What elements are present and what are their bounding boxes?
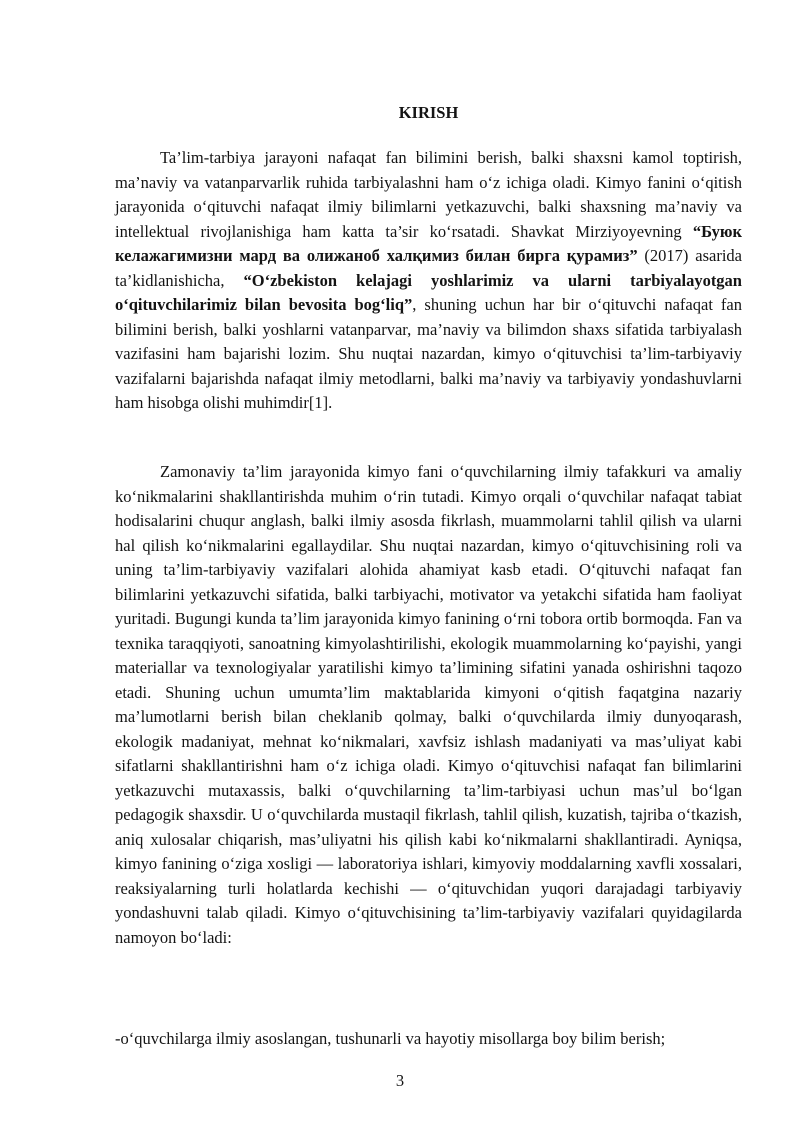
section-title: KIRISH — [398, 103, 459, 122]
paragraph-text-part: , shuning uchun har bir o‘qituvchi nafaqat fan bilimini berish, balki yoshlarni vatanparvar, ma’naviy va bilimdon shaxs sifatida tarbiyalash vazifasini ham bajarishi lozim. Shu nuqtai nazardan, kimyo o‘qituvchisi ta’lim-tarbiyaviy vazifalarni bajarishda nafaqat ilmiy metodlarni, balki ma’naviy va tarbiyaviy yondashuvlarni ham hisobga olishi muhimdir[1]. — [115, 295, 742, 412]
paragraph-text-part: (2017) asarida ta’kidlanishicha, — [115, 246, 742, 290]
main-paragraph: Zamonaviy ta’lim jarayonida kimyo fani o‘quvchilarning ilmiy tafakkuri va amaliy ko‘nikmalarini shakllantirishda muhim o‘rin tutadi. Kimyo orqali o‘quvchilar nafaqat tabiat hodisalarini chuqur anglash, balki ilmiy asosda fikrlash, muammolarni tahlil qilish va ularni hal qilish ko‘nikmalarini egallaydilar. Shu nuqtai nazardan, kimyo o‘qituvchisining roli va uning ta’lim-tarbiyaviy vazifalari alohida ahamiyat kasb etadi. O‘qituvchi nafaqat fan bilimlarini yetkazuvchi sifatida, balki tarbiyachi, motivator va yetakchi sifatida ham faoliyat yuritadi. Bugungi kunda ta’lim jarayonida kimyo fanining o‘rni tobora ortib bormoqda. Fan va texnika taraqqiyoti, sanoatning kimyolashtirilishi, ekologik muammolarning ko‘payishi, yangi materiallar va texnologiyalar yaratilishi kimyo ta’limining sifatini yanada oshirishni taqozo etadi. Shuning uchun umumta’lim maktablarida kimyoni o‘qitish faqatgina nazariy ma’lumotlarni berish bilan cheklanib qolmay, balki o‘quvchilarda ilmiy dunyoqarash, ekologik madaniyat, mehnat ko‘nikmalari, xavfsiz ishlash madaniyati va mas’uliyat kabi sifatlarni shakllantirishni ham o‘z ichiga oladi. Kimyo o‘qituvchisi nafaqat fan bilimlarini yetkazuvchi mutaxassis, balki o‘quvchilarning ta’lim-tarbiyasi uchun mas’ul bo‘lgan pedagogik shaxsdir. U o‘quvchilarda mustaqil fikrlash, tahlil qilish, kuzatish, tajriba o‘tkazish, aniq xulosalar chiqarish, mas’uliyatni his qilish kabi ko‘nikmalarni shakllantiradi. Ayniqsa, kimyo fanining o‘ziga xosligi — laboratoriya ishlari, kimyoviy moddalarning xavfli xossalari, reaksiyalarning turli holatlarda kechishi — o‘qituvchidan yuqori darajadagi tarbiyaviy yondashuvni talab qiladi. Kimyo o‘qituvchisining ta’lim-tarbiyaviy vazifalari quyidagilarda namoyon bo‘ladi: — [115, 462, 742, 947]
president-quote: “O‘zbekiston kelajagi yoshlarimiz va ularni tarbiyalayotgan o‘qituvchilarimiz bilan bevosita bog‘liq” — [115, 270, 742, 314]
intro-paragraph — [115, 146, 742, 416]
paragraph-text-part: Ta’lim-tarbiya jarayoni nafaqat fan bilimini berish, balki shaxsni kamol toptirish, ma’naviy va vatanparvarlik ruhida tarbiyalashni ham o‘z ichiga oladi. Kimyo fanini o‘qitish jarayonida o‘qituvchi nafaqat ilmiy bilimlarni yetkazuvchi, balki shaxsning ma’naviy va intellektual rivojlanishiga ham katta ta’sir ko‘rsatadi. Shavkat Mirziyoyevning — [115, 148, 742, 241]
page-number: 3 — [395, 1071, 405, 1090]
book-title: “Буюк келажагимизни мард ва олижаноб халқимиз билан бирга қурамиз” — [115, 221, 742, 265]
list-item: -o‘quvchilarga ilmiy asoslangan, tushunarli va hayotiy misollarga boy bilim berish; — [115, 1029, 666, 1048]
